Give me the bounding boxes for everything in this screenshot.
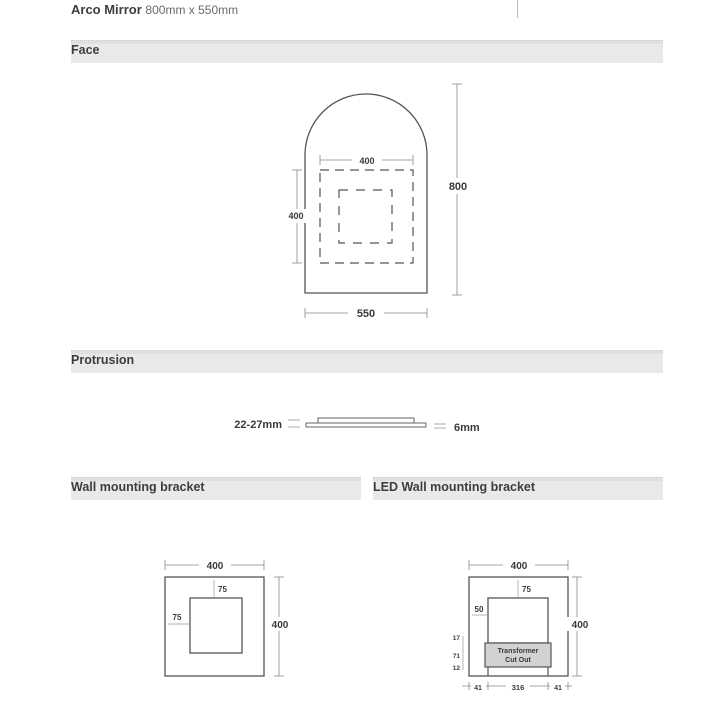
mirror-edge-bottom [306, 423, 426, 427]
led-dim-height: 400 [571, 620, 589, 631]
dim-height: 800 [448, 181, 468, 193]
wall-dim-inner-left: 75 [172, 613, 182, 622]
led-dim-bottom-right: 41 [554, 685, 562, 692]
transformer-label-line2: Cut Out [505, 657, 531, 664]
led-dim-bottom-mid: 316 [511, 683, 525, 692]
face-drawing [284, 84, 474, 321]
wall-dim-height: 400 [271, 620, 289, 631]
wall-bracket-outer [165, 577, 264, 676]
led-dim-offset-b: 71 [452, 653, 460, 660]
section-title-wall-bracket: Wall mounting bracket [71, 480, 205, 494]
led-bracket-drawing [453, 558, 592, 692]
protrusion-drawing [234, 418, 480, 434]
dim-bracket-height: 400 [288, 211, 304, 221]
product-name: Arco Mirror [71, 2, 142, 17]
dim-width: 550 [356, 308, 376, 320]
section-title-face: Face [71, 43, 100, 57]
bracket-outline-outer [320, 170, 413, 263]
led-dim-inner-top: 75 [522, 585, 531, 594]
wall-dim-inner-top: 75 [218, 585, 227, 594]
transformer-label-line1: Transformer [497, 648, 539, 655]
led-dim-bottom-left: 41 [474, 685, 482, 692]
led-dim-offset-c: 12 [452, 665, 460, 672]
section-title-led-bracket: LED Wall mounting bracket [373, 480, 536, 494]
wall-bracket-drawing [165, 558, 293, 676]
led-dim-inner-left: 50 [474, 605, 484, 614]
bracket-outline-inner [339, 190, 392, 243]
wall-bracket-inner [190, 598, 242, 653]
mirror-edge-top [318, 418, 414, 423]
product-size: 800mm x 550mm [145, 3, 239, 17]
dim-bracket-width: 400 [359, 156, 375, 166]
led-bracket-inner [488, 598, 548, 643]
dim-depth-range: 22-27mm [234, 419, 282, 431]
wall-dim-width: 400 [206, 561, 224, 572]
led-dim-width: 400 [510, 561, 528, 572]
led-dim-offset-a: 17 [452, 635, 460, 642]
section-title-protrusion: Protrusion [71, 353, 135, 367]
dim-thickness: 6mm [454, 422, 480, 434]
